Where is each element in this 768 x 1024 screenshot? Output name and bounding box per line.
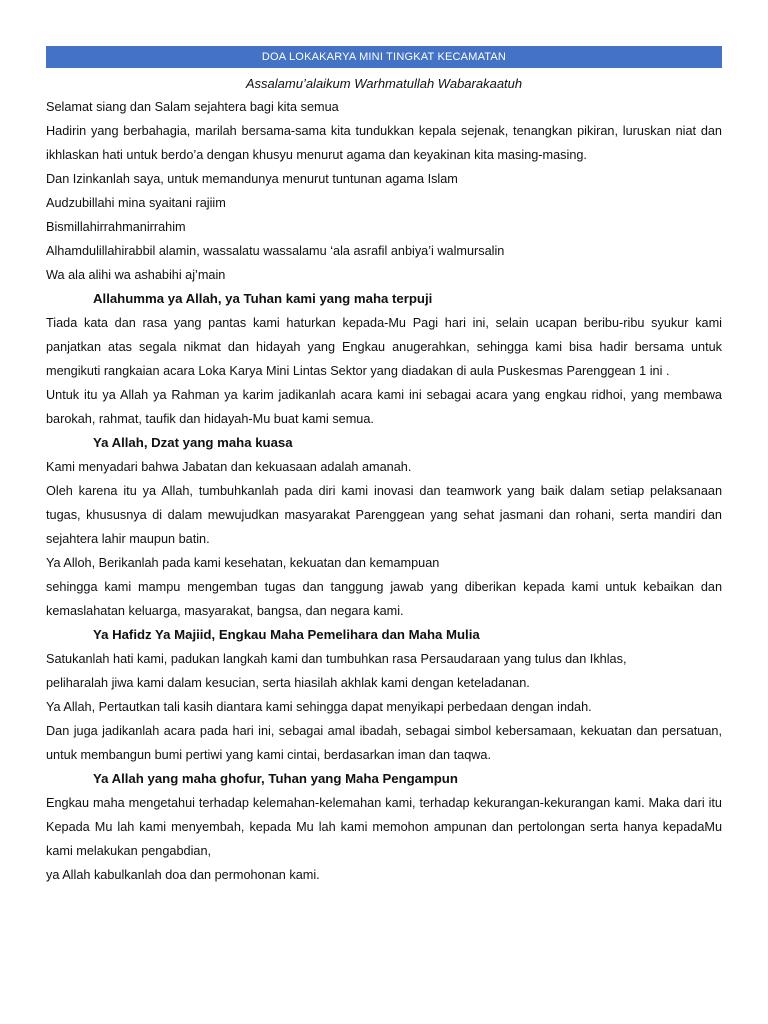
document-title-banner: DOA LOKAKARYA MINI TINGKAT KECAMATAN [46,46,722,68]
prayer-body [46,95,722,887]
opening-greeting: Assalamu’alaikum Warhmatullah Wabarakaatuh [245,76,523,91]
prayer-heading: Ya Allah, Dzat yang maha kuasa [93,435,293,450]
prayer-paragraph: Tiada kata dan rasa yang pantas kami haturkan kepada-Mu Pagi hari ini, selain ucapan beribu-ribu syukur kami panjatkan atas segala nikmat dan hidayah yang Engkau anugerahkan, sehingga kami bisa hadir bersama untuk mengikuti rangkaian acara Loka Karya Mini Lintas Sektor yang diadakan di aula Puskesmas Parenggean 1 ini . [46,316,722,378]
prayer-paragraph: Engkau maha mengetahui terhadap kelemahan-kelemahan kami, terhadap kekurangan-kekurangan kami. Maka dari itu Kepada Mu lah kami menyembah, kepada Mu lah kami memohon ampunan dan pertolongan serta hanya kepadaMu kami melakukan pengabdian, [46,796,722,858]
prayer-paragraph: Dan Izinkanlah saya, untuk memandunya menurut tuntunan agama Islam [46,172,458,186]
prayer-paragraph: Satukanlah hati kami, padukan langkah kami dan tumbuhkan rasa Persaudaraan yang tulus dan Ikhlas, [46,652,627,666]
prayer-heading: Allahumma ya Allah, ya Tuhan kami yang maha terpuji [93,291,433,306]
prayer-paragraph: sehingga kami mampu mengemban tugas dan tanggung jawab yang diberikan kepada kami untuk kebaikan dan kemaslahatan keluarga, masyarakat, bangsa, dan negara kami. [46,580,722,618]
prayer-paragraph: Ya Alloh, Berikanlah pada kami kesehatan, kekuatan dan kemampuan [46,556,440,570]
prayer-paragraph: Alhamdulillahirabbil alamin, wassalatu wassalamu ‘ala asrafil anbiya’i walmursalin [46,244,505,258]
prayer-heading: Ya Hafidz Ya Majiid, Engkau Maha Pemelihara dan Maha Mulia [93,627,480,642]
prayer-paragraph: Bismillahirrahmanirrahim [46,220,186,234]
prayer-paragraph: Ya Allah, Pertautkan tali kasih diantara kami sehingga dapat menyikapi perbedaan dengan indah. [46,700,592,714]
prayer-heading: Ya Allah yang maha ghofur, Tuhan yang Maha Pengampun [93,771,458,786]
document-page [46,46,722,887]
prayer-paragraph: Audzubillahi mina syaitani rajiim [46,196,226,210]
prayer-paragraph: Untuk itu ya Allah ya Rahman ya karim jadikanlah acara kami ini sebagai acara yang engkau ridhoi, yang membawa barokah, rahmat, taufik dan hidayah-Mu buat kami semua. [46,388,722,426]
prayer-paragraph: peliharalah jiwa kami dalam kesucian, serta hiasilah akhlak kami dengan keteladanan. [46,676,530,690]
prayer-paragraph: ya Allah kabulkanlah doa dan permohonan kami. [46,868,320,882]
prayer-paragraph: Hadirin yang berbahagia, marilah bersama-sama kita tundukkan kepala sejenak, tenangkan pikiran, luruskan niat dan ikhlaskan hati untuk berdo’a dengan khusyu menurut agama dan keyakinan kita masing-masing. [46,124,722,162]
prayer-paragraph: Oleh karena itu ya Allah, tumbuhkanlah pada diri kami inovasi dan teamwork yang baik dalam setiap pelaksanaan tugas, khususnya di dalam mewujudkan masyarakat Parenggean yang sehat jasmani dan rohani, serta mandiri dan sejahtera lahir maupun batin. [46,484,722,546]
prayer-paragraph: Kami menyadari bahwa Jabatan dan kekuasaan adalah amanah. [46,460,412,474]
prayer-paragraph: Wa ala alihi wa ashabihi aj’main [46,268,226,282]
prayer-paragraph: Selamat siang dan Salam sejahtera bagi kita semua [46,100,339,114]
prayer-paragraph: Dan juga jadikanlah acara pada hari ini, sebagai amal ibadah, sebagai simbol kebersamaan, kekuatan dan persatuan, untuk membangun bumi pertiwi yang kami cintai, berdasarkan iman dan taqwa. [46,724,722,762]
